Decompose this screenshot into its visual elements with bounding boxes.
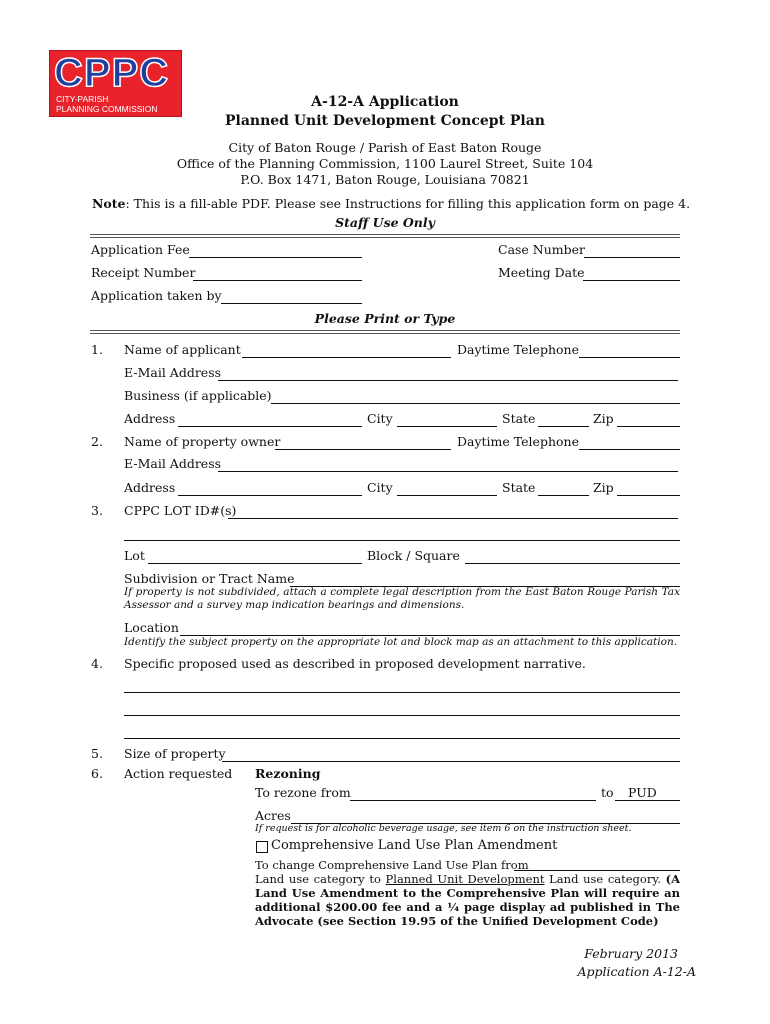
case-number-label: Case Number (498, 242, 586, 257)
owner-email-field[interactable] (218, 471, 678, 472)
fee-notice: (A Land Use Amendment to the Comprehensive Plan will require an additional $200.00 fee and a ¼ page display ad published in The Advocate (see Section 19.95 of the Unified Development Code) (255, 872, 680, 928)
item-4-number: 4. (91, 656, 103, 671)
applicant-zip-field[interactable] (617, 426, 680, 427)
taken-by-label: Application taken by (91, 288, 222, 303)
block-field[interactable] (465, 563, 680, 564)
staff-use-heading: Staff Use Only (335, 215, 435, 230)
block-label: Block / Square (367, 548, 460, 563)
size-of-property-field[interactable] (222, 761, 680, 762)
owner-phone-label: Daytime Telephone (457, 434, 579, 449)
comp-plan-checkbox[interactable] (256, 841, 268, 853)
land-use-post: Land use category. (544, 872, 666, 886)
divider (90, 333, 680, 334)
applicant-state-label: State (502, 411, 536, 426)
location-label: Location (124, 620, 179, 635)
address-line-1: City of Baton Rouge / Parish of East Baton Rouge (228, 140, 542, 155)
application-fee-field[interactable] (189, 257, 362, 258)
applicant-address-field[interactable] (178, 426, 362, 427)
note-text: : This is a fill-able PDF. Please see Instructions for filling this application form on page 4. (125, 196, 691, 211)
lot-ids-field-line-2[interactable] (124, 540, 680, 541)
applicant-city-label: City (367, 411, 393, 426)
case-number-field[interactable] (584, 257, 680, 258)
land-use-pud: Planned Unit Development (385, 872, 545, 886)
location-note: Identify the subject property on the appropriate lot and block map as an attachment to this application. (124, 636, 678, 648)
land-use-notice (255, 872, 680, 928)
note-label: Note (92, 196, 126, 211)
land-use-pre: Land use category to (255, 872, 386, 886)
lot-ids-label: CPPC LOT ID#(s) (124, 503, 237, 518)
business-field[interactable] (271, 403, 680, 404)
proposed-use-line-3[interactable] (124, 738, 680, 739)
rezoning-heading: Rezoning (255, 766, 321, 781)
lot-ids-field[interactable] (228, 518, 678, 519)
comp-change-label: To change Comprehensive Land Use Plan from (255, 858, 529, 872)
owner-zip-field[interactable] (617, 495, 680, 496)
logo-letters: CPPC (54, 51, 170, 95)
action-requested-label: Action requested (124, 766, 233, 781)
proposed-use-line-2[interactable] (124, 715, 680, 716)
form-subtitle: Planned Unit Development Concept Plan (225, 113, 545, 129)
footer-form-id: Application A-12-A (577, 964, 696, 979)
comp-plan-label: Comprehensive Land Use Plan Amendment (271, 838, 558, 853)
applicant-email-field[interactable] (218, 380, 678, 381)
applicant-name-label: Name of applicant (124, 342, 241, 357)
owner-address-label: Address (124, 480, 176, 495)
lot-field[interactable] (148, 563, 362, 564)
subdivision-note: If property is not subdivided, attach a complete legal description from the East Baton Rouge Parish Tax Assessor and a survey map indication bearings and dimensions. (124, 586, 680, 611)
divider (90, 234, 680, 235)
owner-state-label: State (502, 480, 536, 495)
rezone-from-label: To rezone from (255, 785, 351, 800)
footer-date: February 2013 (584, 946, 678, 961)
alcohol-note: If request is for alcoholic beverage usage, see item 6 on the instruction sheet. (255, 823, 632, 834)
rezone-from-field[interactable] (350, 800, 596, 801)
owner-address-field[interactable] (178, 495, 362, 496)
owner-city-label: City (367, 480, 393, 495)
receipt-number-label: Receipt Number (91, 265, 196, 280)
item-3-number: 3. (91, 503, 103, 518)
acres-label: Acres (255, 808, 291, 823)
rezone-to-label: to (601, 785, 614, 800)
rezone-to-value: PUD (628, 785, 657, 800)
meeting-date-label: Meeting Date (498, 265, 585, 280)
applicant-address-label: Address (124, 411, 176, 426)
proposed-use-label: Specific proposed used as described in proposed development narrative. (124, 656, 586, 671)
taken-by-field[interactable] (221, 303, 362, 304)
address-line-3: P.O. Box 1471, Baton Rouge, Louisiana 70821 (240, 172, 530, 187)
logo-line-1: CITY-PARISH (56, 94, 109, 104)
meeting-date-field[interactable] (583, 280, 680, 281)
owner-zip-label: Zip (593, 480, 614, 495)
divider (90, 237, 680, 238)
comp-change-field[interactable] (514, 870, 680, 871)
print-or-type-heading: Please Print or Type (314, 311, 456, 326)
applicant-zip-label: Zip (593, 411, 614, 426)
item-6-number: 6. (91, 766, 103, 781)
applicant-state-field[interactable] (538, 426, 589, 427)
owner-state-field[interactable] (538, 495, 589, 496)
applicant-city-field[interactable] (397, 426, 497, 427)
applicant-phone-field[interactable] (579, 357, 680, 358)
address-line-2: Office of the Planning Commission, 1100 Laurel Street, Suite 104 (176, 156, 594, 171)
applicant-name-field[interactable] (242, 357, 451, 358)
subdivision-label: Subdivision or Tract Name (124, 571, 295, 586)
item-5-number: 5. (91, 746, 103, 761)
rezone-to-field[interactable] (615, 800, 680, 801)
receipt-number-field[interactable] (193, 280, 362, 281)
applicant-email-label: E-Mail Address (124, 365, 222, 380)
form-title: A-12-A Application (311, 94, 459, 110)
size-of-property-label: Size of property (124, 746, 226, 761)
owner-name-field[interactable] (275, 449, 451, 450)
business-label: Business (if applicable) (124, 388, 272, 403)
owner-name-label: Name of property owner (124, 434, 281, 449)
item-1-number: 1. (91, 342, 103, 357)
owner-city-field[interactable] (397, 495, 497, 496)
note (92, 196, 690, 211)
application-fee-label: Application Fee (91, 242, 190, 257)
owner-email-label: E-Mail Address (124, 456, 222, 471)
lot-label: Lot (124, 548, 145, 563)
proposed-use-line-1[interactable] (124, 692, 680, 693)
item-2-number: 2. (91, 434, 103, 449)
divider (90, 330, 680, 331)
applicant-phone-label: Daytime Telephone (457, 342, 579, 357)
logo-line-2: PLANNING COMMISSION (56, 104, 158, 114)
owner-phone-field[interactable] (579, 449, 680, 450)
